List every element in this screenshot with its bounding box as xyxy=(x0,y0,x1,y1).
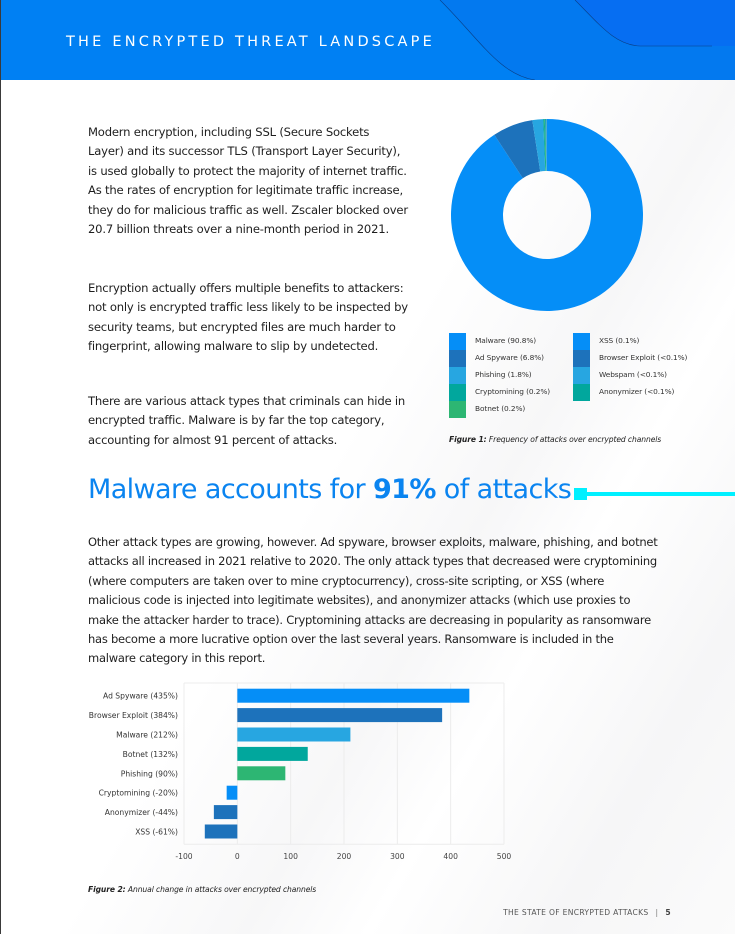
intro-paragraph-1: Modern encryption, including SSL (Secure Sockets Layer) and its successor TLS (Transport Layer Security), is used globally to protect the majority of internet traffic. As the rates of encryption for legitimate traffic increase, they do for malicious traffic as well. Zscaler blocked over 20.7 billion threats over a nine-month period in 2021. xyxy=(88,125,408,237)
annual-change-bar-chart xyxy=(0,680,540,870)
legend-swatch xyxy=(449,384,466,401)
headline-emphasis: 91% xyxy=(373,474,436,505)
footer-report-title: THE STATE OF ENCRYPTED ATTACKS xyxy=(503,908,649,917)
legend-label: Webspam (<0.1%) xyxy=(599,370,667,379)
x-tick-label: 400 xyxy=(443,852,458,862)
page-number: 5 xyxy=(665,908,671,917)
legend-label: Anonymizer (<0.1%) xyxy=(599,387,675,396)
figure-1-text: Frequency of attacks over encrypted channels xyxy=(486,435,662,444)
x-tick-label: 100 xyxy=(283,852,298,862)
category-label: Phishing (90%) xyxy=(120,769,178,779)
bar-xss xyxy=(205,825,238,839)
section-header-banner xyxy=(0,0,735,80)
legend-label: Malware (90.8%) xyxy=(475,336,537,345)
legend-label: XSS (0.1%) xyxy=(599,336,640,345)
x-tick-label: 200 xyxy=(336,852,352,862)
category-label: Browser Exploit (384%) xyxy=(88,711,178,721)
section-title: THE ENCRYPTED THREAT LANDSCAPE xyxy=(66,34,435,50)
figure-2-text: Annual change in attacks over encrypted channels xyxy=(125,885,317,894)
legend-label: Botnet (0.2%) xyxy=(475,404,526,413)
legend-swatch xyxy=(449,367,466,384)
headline-suffix: of attacks xyxy=(435,474,572,505)
category-label: Anonymizer (-44%) xyxy=(104,808,178,818)
legend-swatch xyxy=(449,333,466,350)
legend-label: Phishing (1.8%) xyxy=(475,370,532,379)
bar-ad-spyware xyxy=(237,689,469,703)
x-tick-label: 500 xyxy=(496,852,512,862)
legend-swatch xyxy=(573,333,590,350)
legend-label: Cryptomining (0.2%) xyxy=(475,387,551,396)
headline-prefix: Malware accounts for xyxy=(88,474,373,505)
x-tick-label: 0 xyxy=(234,852,240,862)
category-label: XSS (-61%) xyxy=(135,827,178,837)
footer-separator: | xyxy=(655,908,659,917)
legend-label: Ad Spyware (6.8%) xyxy=(475,353,544,362)
bar-anonymizer xyxy=(214,805,237,819)
attack-frequency-donut-chart xyxy=(440,110,655,325)
legend-swatch xyxy=(573,384,590,401)
bar-botnet xyxy=(237,747,307,761)
bar-cryptomining xyxy=(227,786,238,800)
legend-swatch xyxy=(449,350,466,367)
page-footer xyxy=(503,908,671,917)
category-label: Ad Spyware (435%) xyxy=(103,691,178,701)
category-label: Malware (212%) xyxy=(116,730,178,740)
category-label: Cryptomining (-20%) xyxy=(98,788,178,798)
x-tick-label: -100 xyxy=(175,852,193,862)
category-label: Botnet (132%) xyxy=(122,749,178,759)
section-headline xyxy=(88,474,571,505)
intro-paragraph-2: Encryption actually offers multiple benefits to attackers: not only is encrypted traffic less likely to be inspected by security teams, but encrypted files are much harder to fingerprint, allowing malware to slip by undetected. xyxy=(88,281,408,354)
legend-swatch xyxy=(573,350,590,367)
headline-accent-line xyxy=(574,492,735,496)
x-tick-label: 300 xyxy=(390,852,405,862)
figure-2-label: Figure 2: xyxy=(88,885,126,894)
body-paragraph: Other attack types are growing, however. Ad spyware, browser exploits, malware, phishing, and botnet attacks all increased in 2021 relative to 2020. The only attack types that decreased were cryptomining (where computers are taken over to mine cryptocurrency), cross-site scripting, or XSS (where malicious code is injected into legitimate websites), and anonymizer attacks (which use proxies to make the attacker harder to trace). Cryptomining attacks are decreasing in popularity as ransomware has become a more lucrative option over the last several years. Ransomware is included in the malware category in this report. xyxy=(88,535,658,666)
legend-label: Browser Exploit (<0.1%) xyxy=(599,353,688,362)
legend-swatch xyxy=(573,367,590,384)
figure-1-label: Figure 1: xyxy=(449,435,487,444)
page-edge xyxy=(0,0,1,934)
legend-swatch xyxy=(449,401,466,418)
bar-malware xyxy=(237,728,350,742)
figure-1-caption xyxy=(449,435,661,444)
figure-2-caption xyxy=(88,885,316,894)
bar-browser-exploit xyxy=(237,708,442,722)
intro-paragraph-3: There are various attack types that criminals can hide in encrypted traffic. Malware is by far the top category, accounting for almost 91 percent of attacks. xyxy=(88,394,406,447)
bar-phishing xyxy=(237,766,285,780)
